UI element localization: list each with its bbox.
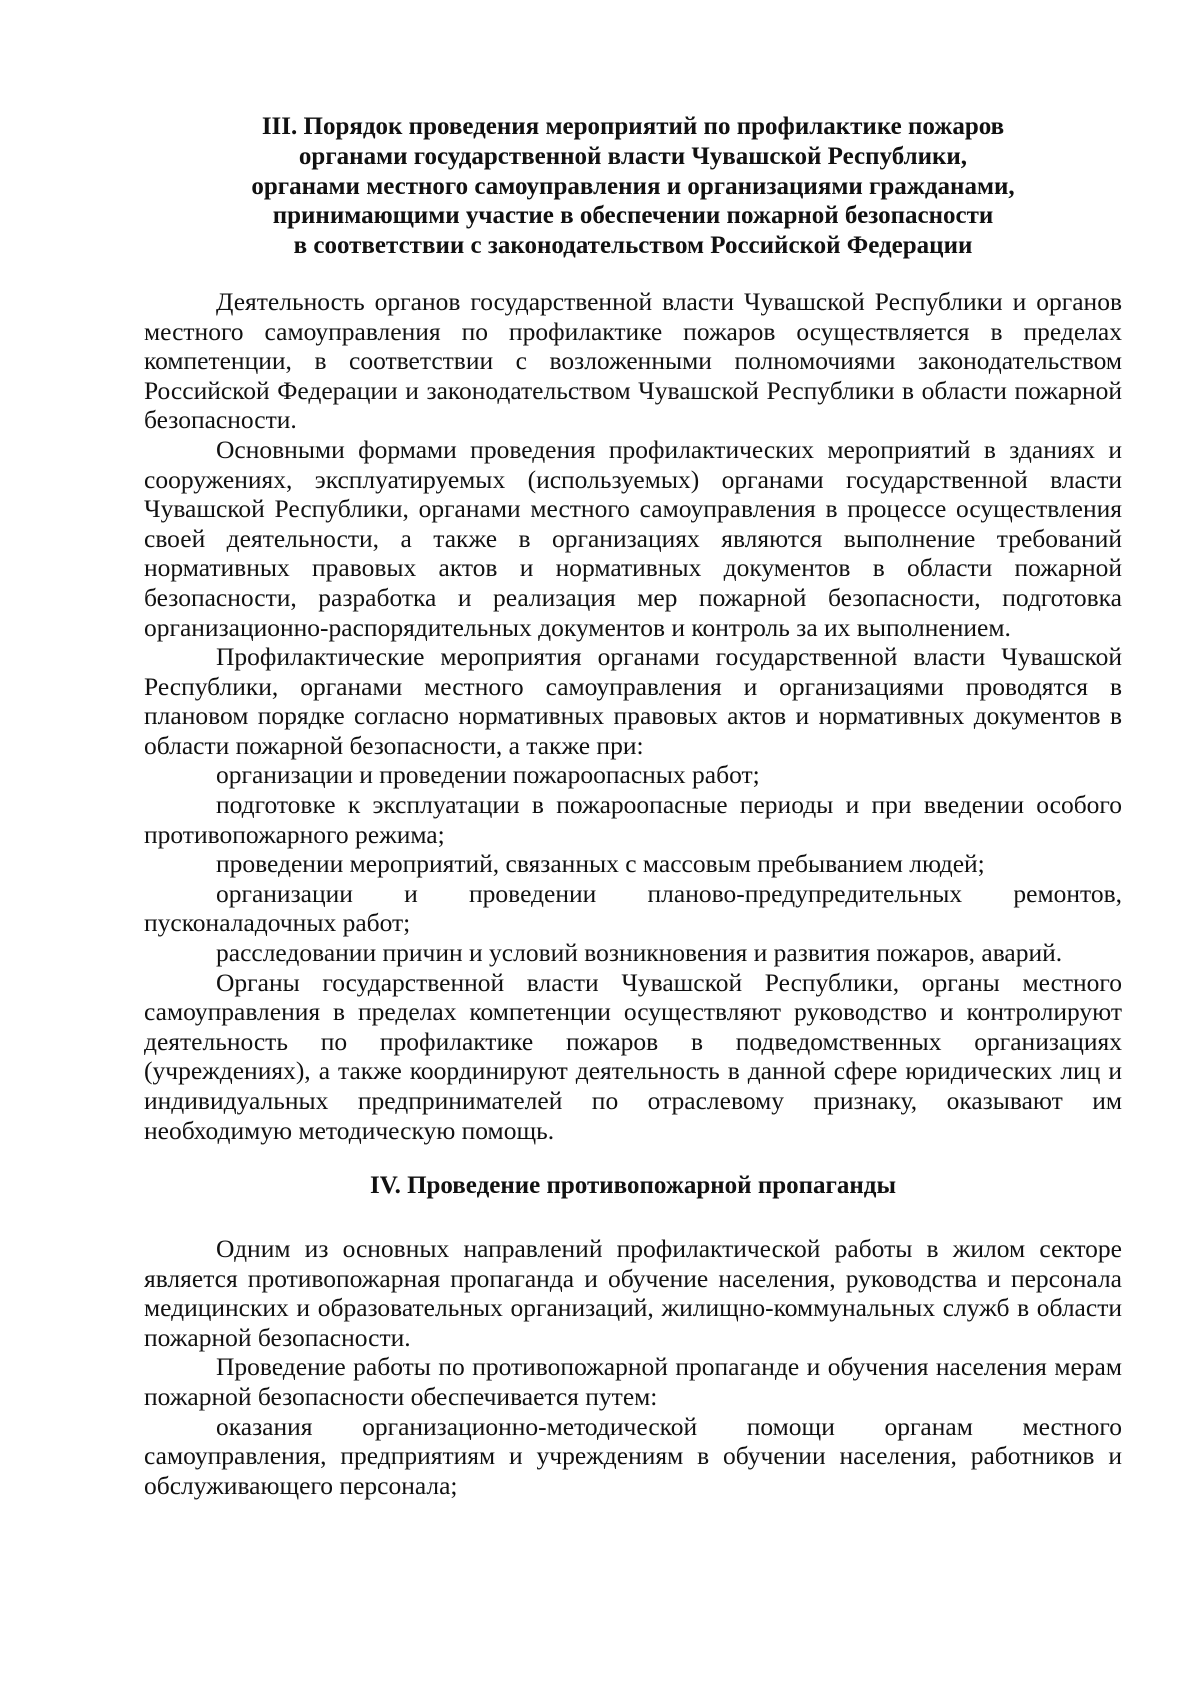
document-body [144, 112, 1122, 1500]
list-paragraph: проведении мероприятий, связанных с массовым пребыванием людей; [216, 849, 985, 879]
list-paragraph: подготовке к эксплуатации в пожароопасные периоды и при введении особого противопожарного режима; [144, 790, 1122, 849]
paragraph: Одним из основных направлений профилактической работы в жилом секторе является противопожарная пропаганда и обучение населения, руководства и персонала медицинских и образовательных организаций, жилищно-коммунальных служб в области пожарной безопасности. [144, 1234, 1122, 1352]
paragraph: Деятельность органов государственной власти Чувашской Республики и органов местного самоуправления по профилактике пожаров осуществляется в пределах компетенции, в соответствии с возложенными полномочиями законодательством Российской Федерации и законодательством Чувашской Республики в области пожарной безопасности. [144, 286, 1122, 435]
paragraph: Органы государственной власти Чувашской Республики, органы местного самоуправления в пределах компетенции осуществляют руководство и контролируют деятельность по профилактике пожаров в подведомственных организациях (учреждениях), а также координируют деятельность в данной сфере юридических лиц и индивидуальных предпринимателей по отраслевому признаку, оказывают им необходимую методическую помощь. [144, 967, 1122, 1145]
paragraph: Проведение работы по противопожарной пропаганде и обучения населения мерам пожарной безопасности обеспечивается путем: [144, 1352, 1122, 1411]
section-3-title-line: III. Порядок проведения мероприятий по профилактике пожаров [261, 113, 1005, 140]
section-3-title-line: органами местного самоуправления и организациями гражданами, [251, 172, 1015, 200]
paragraph: Профилактические мероприятия органами государственной власти Чувашской Республики, органами местного самоуправления и организациями проводятся в плановом порядке согласно нормативных правовых актов и нормативных документов в области пожарной безопасности, а также при: [144, 642, 1122, 760]
list-paragraph: организации и проведении планово-предупредительных ремонтов, пусконаладочных работ; [144, 878, 1122, 938]
list-paragraph: организации и проведении пожароопасных работ; [216, 760, 760, 790]
section-3-title-line: органами государственной власти Чувашской Республики, [298, 142, 968, 170]
paragraph: Основными формами проведения профилактических мероприятий в зданиях и сооружениях, эксплуатируемых (используемых) органами государственной власти Чувашской Республики, органами местного самоуправления в процессе осуществления своей деятельности, а также в организациях являются выполнение требований нормативных правовых актов и нормативных документов в области пожарной безопасности, разработка и реализация мер пожарной безопасности, подготовка организационно-распорядительных документов и контроль за их выполнением. [144, 434, 1122, 642]
section-4-title: IV. Проведение противопожарной пропаганды [370, 1172, 896, 1200]
section-3-title-line: принимающими участие в обеспечении пожарной безопасности [272, 202, 994, 230]
section-3-title-line: в соответствии с законодательством Российской Федерации [293, 232, 973, 260]
section-3-heading [144, 112, 1122, 261]
list-paragraph: расследовании причин и условий возникновения и развития пожаров, аварий. [216, 938, 1063, 968]
list-paragraph: оказания организационно-методической помощи органам местного самоуправления, предприятиям и учреждениям в обучении населения, работников и обслуживающего персонала; [144, 1411, 1122, 1500]
